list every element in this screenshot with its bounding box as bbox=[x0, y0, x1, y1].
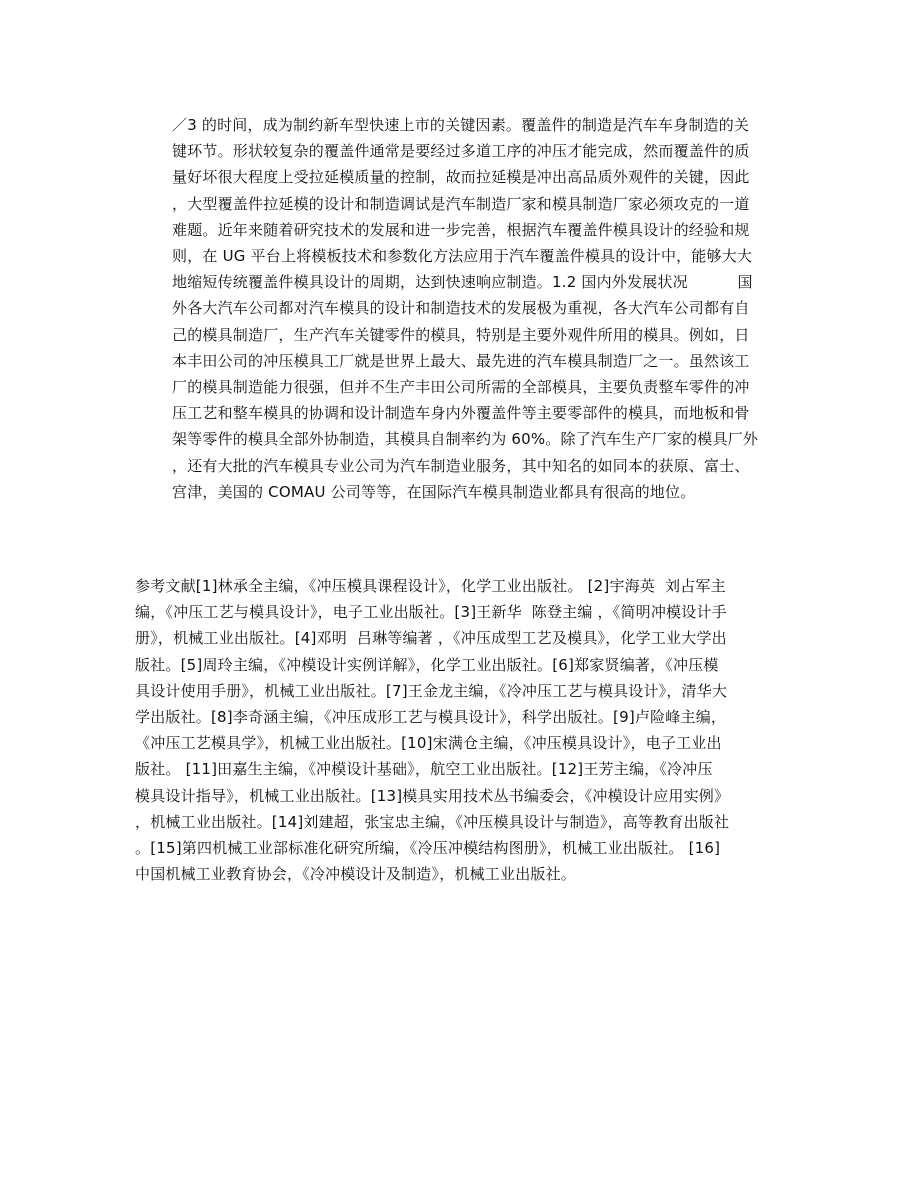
body-paragraph-line: 键环节。形状较复杂的覆盖件通常是要经过多道工序的冲压才能完成，然而覆盖件的质 bbox=[172, 142, 750, 161]
body-paragraph-line: 外各大汽车公司都对汽车模具的设计和制造技术的发展极为重视，各大汽车公司都有自 bbox=[172, 299, 750, 318]
body-paragraph-line: 量好坏很大程度上受拉延模质量的控制，故而拉延模是冲出高品质外观件的关键，因此 bbox=[172, 168, 750, 187]
references-line: 《冲压工艺模具学》，机械工业出版社。[10]宋满仓主编，《冲压模具设计》，电子工业出 bbox=[135, 734, 722, 753]
body-paragraph-line: 则，在 UG 平台上将模板技术和参数化方法应用于汽车覆盖件模具的设计中，能够大大 bbox=[172, 247, 753, 265]
body-paragraph-line: ，大型覆盖件拉延模的设计和制造调试是汽车制造厂家和模具制造厂家必须攻克的一道 bbox=[172, 194, 750, 213]
references-line: 册》，机械工业出版社。[4]邓明 吕琳等编著 ，《冲压成型工艺及模具》，化学工业大学出 bbox=[135, 629, 727, 648]
references-line: 编，《冲压工艺与模具设计》，电子工业出版社。[3]王新华 陈登主编 ，《简明冲模设计手 bbox=[135, 603, 727, 622]
body-paragraph-line: 宫津，美国的 COMAU 公司等等，在国际汽车模具制造业都具有很高的地位。 bbox=[172, 482, 696, 501]
body-paragraph-line: 厂的模具制造能力很强，但并不生产丰田公司所需的全部模具，主要负责整车零件的冲 bbox=[172, 378, 750, 396]
references-line: 具设计使用手册》，机械工业出版社。[7]王金龙主编，《冷冲压工艺与模具设计》，清华大 bbox=[135, 681, 728, 700]
body-paragraph-line: 本丰田公司的冲压模具工厂就是世界上最大、最先进的汽车模具制造厂之一。虽然该工 bbox=[172, 351, 750, 370]
references-line: 中国机械工业教育协会，《冷冲模设计及制造》，机械工业出版社。 bbox=[135, 865, 577, 884]
references-line: 学出版社。[8]李奇涵主编，《冲压成形工艺与模具设计》，科学出版社。[9]卢险峰主编， bbox=[135, 708, 727, 726]
references-line: 参考文献[1]林承全主编，《冲压模具课程设计》，化学工业出版社。 [2]宇海英 刘占军主 bbox=[135, 577, 726, 595]
body-paragraph-line: 地缩短传统覆盖件模具设计的周期，达到快速响应制造。1.2 国内外发展状况 国 bbox=[172, 273, 753, 292]
body-paragraph-line: ，还有大批的汽车模具专业公司为汽车制造业服务，其中知名的如同本的获原、富士、 bbox=[172, 456, 750, 475]
references-line: ，机械工业出版社。[14]刘建超，张宝忠主编，《冲压模具设计与制造》，高等教育出版社 bbox=[135, 812, 730, 831]
body-paragraph-line: ／3 的时间，成为制约新车型快速上市的关键因素。覆盖件的制造是汽车车身制造的关 bbox=[172, 116, 750, 134]
body-paragraph-line: 压工艺和整车模具的协调和设计制造车身内外覆盖件等主要零部件的模具，而地板和骨 bbox=[172, 404, 750, 423]
references-line: 。[15]第四机械工业部标准化研究所编，《冷压冲模结构图册》，机械工业出版社。 [16] bbox=[135, 839, 721, 857]
references-line: 版社。 [11]田嘉生主编，《冲模设计基础》，航空工业出版社。[12]王芳主编，《冷冲压 bbox=[135, 760, 713, 779]
body-paragraph-line: 难题。近年来随着研究技术的发展和进一步完善，根据汽车覆盖件模具设计的经验和规 bbox=[172, 220, 750, 239]
references-line: 模具设计指导》，机械工业出版社。[13]模具实用技术丛书编委会，《冲模设计应用实例》 bbox=[135, 786, 730, 805]
body-paragraph-line: 架等零件的模具全部外协制造，其模具自制率约为 60%。除了汽车生产厂家的模具厂外 bbox=[172, 430, 759, 449]
references-line: 版社。[5]周玲主编，《冲模设计实例详解》，化学工业出版社。[6]郑家贤编著，《冲压模 bbox=[135, 655, 719, 674]
body-paragraph-line: 己的模具制造厂，生产汽车关键零件的模具，特别是主要外观件所用的模具。例如，日 bbox=[172, 325, 750, 344]
